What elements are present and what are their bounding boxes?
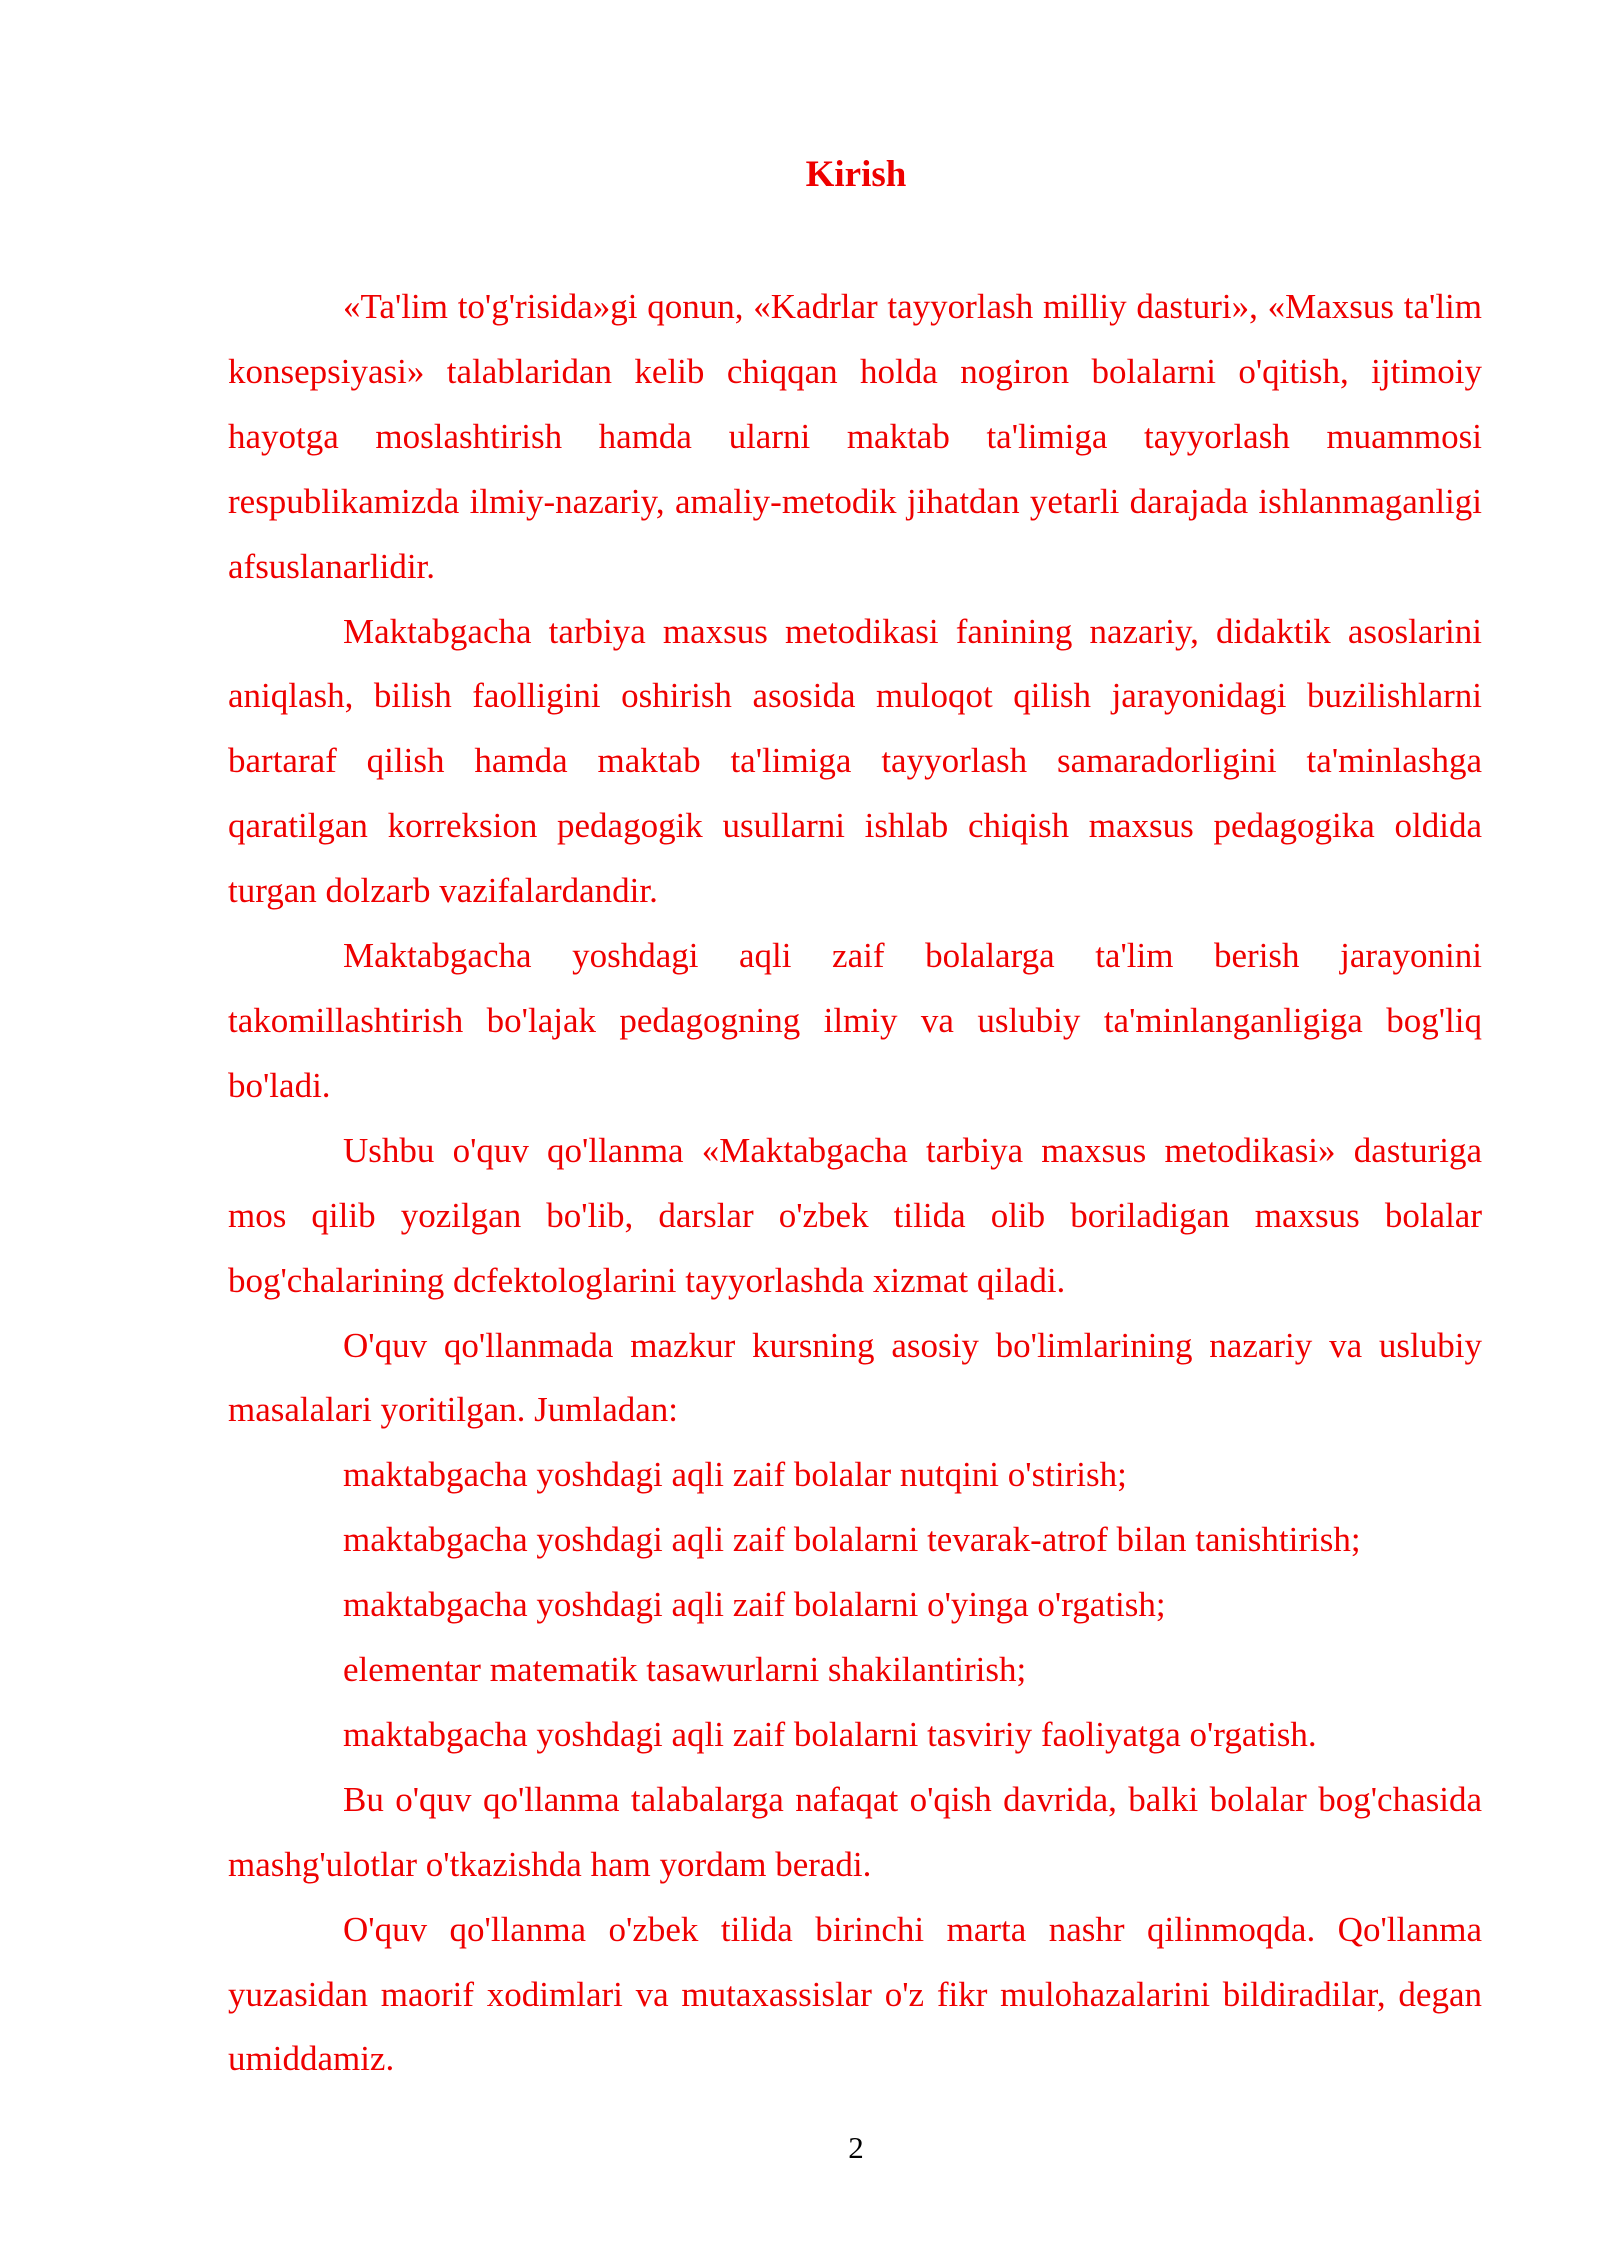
list-item: elementar matematik tasawurlarni shakilantirish; [343, 1650, 1027, 1690]
list-item: maktabgacha yoshdagi aqli zaif bolalar nutqini o'stirish; [343, 1455, 1127, 1495]
document-body [228, 275, 1482, 2092]
list-item: maktabgacha yoshdagi aqli zaif bolalarni o'yinga o'rgatish; [343, 1585, 1166, 1625]
list-item: maktabgacha yoshdagi aqli zaif bolalarni tasviriy faoliyatga o'rgatish. [343, 1714, 1317, 1754]
paragraph-usage: Bu o'quv qo'llanma talabalarga nafaqat o'qish davrida, balki bolalar bog'chasida mashg'ulotlar o'tkazishda ham yordam beradi. [228, 1779, 1482, 1884]
paragraph-manual-purpose: Ushbu o'quv qo'llanma «Maktabgacha tarbiya maxsus metodikasi» dasturiga mos qilib yozilgan bo'lib, darslar o'zbek tilida olib boriladigan maxsus bolalar bog'chalarining dcfektologlarini tayyorlashda xizmat qiladi. [228, 1130, 1482, 1300]
list-item: maktabgacha yoshdagi aqli zaif bolalarni tevarak-atrof bilan tanishtirish; [343, 1520, 1361, 1560]
paragraph-objectives: Maktabgacha tarbiya maxsus metodikasi fanining nazariy, didaktik asoslarini aniqlash, bilish faolligini oshirish asosida muloqot qilish jarayonidagi buzilishlarni bartaraf qilish hamda maktab ta'limiga tayyorlash samaradorligini ta'minlashga qaratilgan korreksion pedagogik usullarni ishlab chiqish maxsus pedagogika oldida turgan dolzarb vazifalardandir. [228, 611, 1482, 911]
paragraph-course-topics: O'quv qo'llanmada mazkur kursning asosiy bo'limlarining nazariy va uslubiy masalalari yoritilgan. Jumladan: [228, 1325, 1482, 1430]
paragraph-teaching-process: Maktabgacha yoshdagi aqli zaif bolalarga ta'lim berish jarayonini takomillashtirish bo'lajak pedagogning ilmiy va uslubiy ta'minlanganligiga bog'liq bo'ladi. [228, 936, 1482, 1105]
page-title: Kirish [805, 154, 907, 195]
paragraph-intro: «Ta'lim to'g'risida»gi qonun, «Kadrlar tayyorlash milliy dasturi», «Maxsus ta'lim konsepsiyasi» talablaridan kelib chiqqan holda nogiron bolalarni o'qitish, ijtimoiy hayotga moslashtirish hamda ularni maktab ta'limiga tayyorlash muammosi respublikamizda ilmiy-nazariy, amaliy-metodik jihatdan yetarli darajada ishlanmaganligi afsuslanarlidir. [228, 287, 1482, 586]
page-number: 2 [848, 2130, 864, 2165]
paragraph-publication: O'quv qo'llanma o'zbek tilida birinchi marta nashr qilinmoqda. Qo'llanma yuzasidan maorif xodimlari va mutaxassislar o'z fikr mulohazalarini bildiradilar, degan umiddamiz. [228, 1909, 1482, 2079]
topic-list [228, 1443, 1482, 1768]
